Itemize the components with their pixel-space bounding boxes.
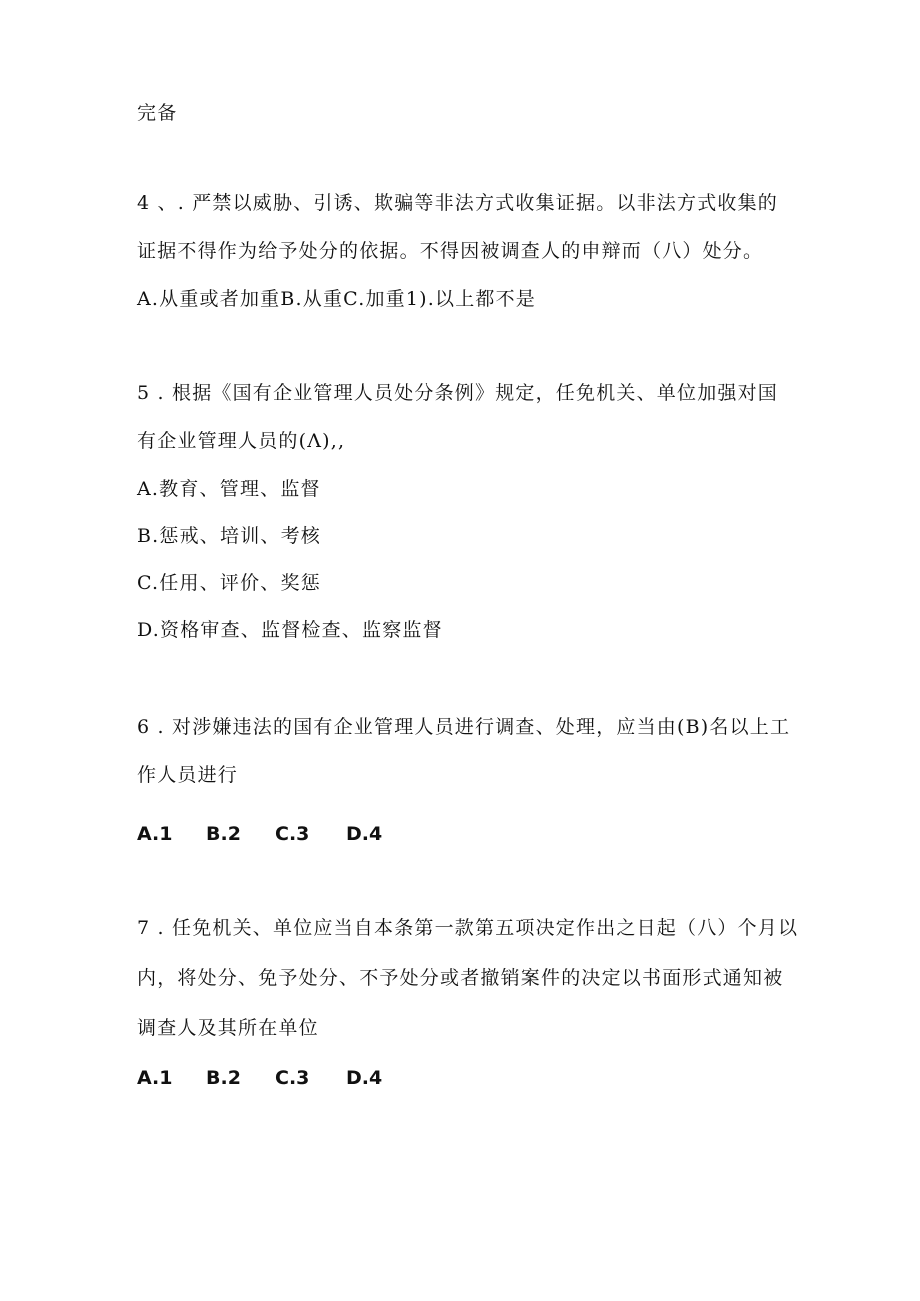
question-6-option-b: B.2 bbox=[206, 823, 241, 845]
question-5-option-b: B.惩戒、培训、考核 bbox=[137, 525, 322, 547]
question-6-options bbox=[137, 822, 382, 846]
question-5-line-2: 有企业管理人员的(Λ),, bbox=[137, 430, 346, 452]
question-7-line-1: 7 . 任免机关、单位应当自本条第一款第五项决定作出之日起（八）个月以 bbox=[137, 917, 799, 939]
question-7-option-d: D.4 bbox=[346, 1067, 383, 1089]
question-7-option-b: B.2 bbox=[206, 1067, 241, 1089]
question-7-line-3: 调查人及其所在单位 bbox=[137, 1017, 319, 1039]
question-5-option-d: D.资格审查、监督检查、监察监督 bbox=[137, 619, 443, 641]
question-7-option-a: A.1 bbox=[137, 1067, 173, 1089]
question-6-option-c: C.3 bbox=[275, 823, 310, 845]
question-6-line-1: 6 . 对涉嫌违法的国有企业管理人员进行调查、处理，应当由(B)名以上工 bbox=[137, 716, 791, 738]
question-7-option-c: C.3 bbox=[275, 1067, 310, 1089]
question-4-options: A.从重或者加重B.从重C.加重1).以上都不是 bbox=[137, 288, 537, 310]
question-5-line-1: 5 . 根据《国有企业管理人员处分条例》规定，任免机关、单位加强对国 bbox=[137, 382, 779, 404]
question-6-option-a: A.1 bbox=[137, 823, 173, 845]
question-6-line-2: 作人员进行 bbox=[137, 764, 239, 786]
text-line-complete: 完备 bbox=[137, 102, 178, 124]
question-4-line-1: 4 、. 严禁以威胁、引诱、欺骗等非法方式收集证据。以非法方式收集的 bbox=[137, 192, 779, 214]
question-4-line-2: 证据不得作为给予处分的依据。不得因被调查人的申辩而（八）处分。 bbox=[137, 240, 764, 262]
question-5-option-c: C.任用、评价、奖惩 bbox=[137, 572, 321, 594]
question-5-option-a: A.教育、管理、监督 bbox=[137, 478, 321, 500]
question-7-line-2: 内，将处分、免予处分、不予处分或者撤销案件的决定以书面形式通知被 bbox=[137, 967, 784, 989]
question-6-option-d: D.4 bbox=[346, 823, 383, 845]
question-7-options bbox=[137, 1066, 382, 1090]
